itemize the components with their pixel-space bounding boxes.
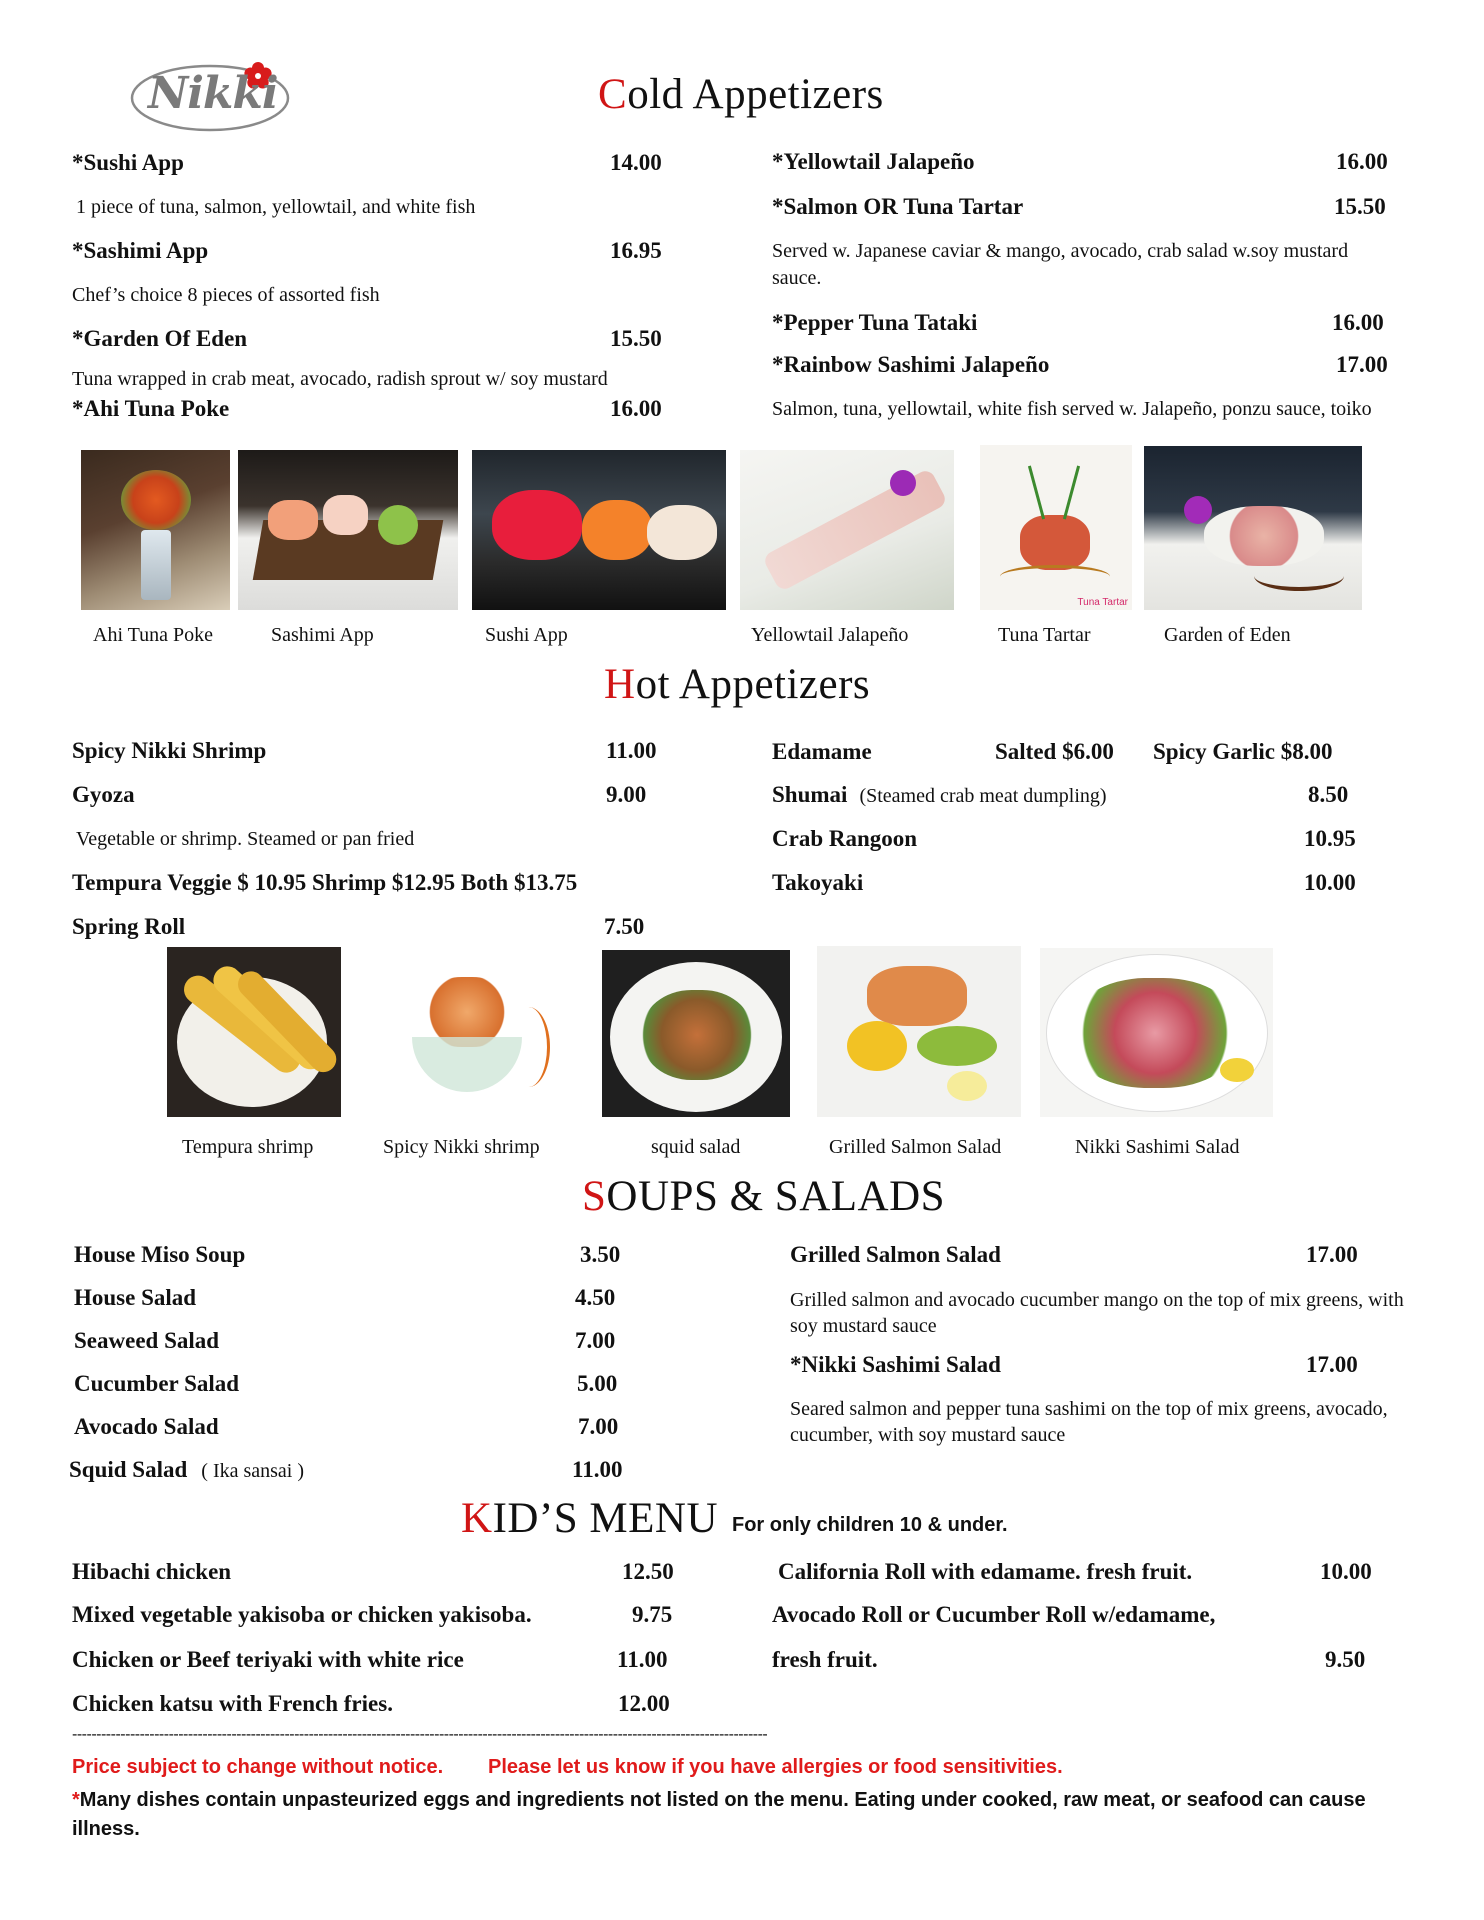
desc-sashimi-app: Chef’s choice 8 pieces of assorted fish <box>72 284 380 306</box>
price-takoyaki: 10.00 <box>1304 870 1356 895</box>
item-garden-of-eden: *Garden Of Eden <box>72 326 248 351</box>
item-sushi-app: *Sushi App <box>72 150 184 175</box>
desc-salmon-tuna-tartar: Served w. Japanese caviar & mango, avocado, crab salad w.soy mustard sauce. <box>772 240 1349 289</box>
price-yakisoba: 9.75 <box>632 1602 673 1627</box>
item-rainbow-sashimi-jalapeno: *Rainbow Sashimi Jalapeño <box>772 352 1050 377</box>
item-chicken-katsu: Chicken katsu with French fries. <box>72 1691 393 1716</box>
item-spring-roll: Spring Roll <box>72 914 186 939</box>
caption-yellowtail-jalapeno: Yellowtail Jalapeño <box>751 624 909 646</box>
price-pepper-tuna-tataki: 16.00 <box>1332 310 1384 335</box>
nikki-logo <box>130 60 290 132</box>
price-house-salad: 4.50 <box>575 1285 616 1310</box>
heading-rest: ot Appetizers <box>635 661 871 708</box>
warning-asterisk: * <box>72 1789 80 1811</box>
heading-initial: H <box>604 661 636 708</box>
item-california-roll: California Roll with edamame. fresh fruit. <box>778 1559 1193 1584</box>
item-shumai-line <box>772 782 1107 808</box>
item-avocado-cucumber-roll-line2: fresh fruit. <box>772 1647 878 1672</box>
caption-grilled-salmon-salad: Grilled Salmon Salad <box>829 1136 1002 1158</box>
photo-grilled-salmon-salad <box>817 946 1021 1117</box>
price-avocado-cucumber-roll: 9.50 <box>1325 1647 1366 1672</box>
price-gyoza: 9.00 <box>606 782 647 807</box>
price-california-roll: 10.00 <box>1320 1559 1372 1584</box>
item-avocado-salad: Avocado Salad <box>74 1414 219 1439</box>
item-shumai: Shumai <box>772 782 848 807</box>
heading-initial: C <box>598 71 628 118</box>
item-squid-salad: Squid Salad <box>69 1457 188 1482</box>
price-notice: Price subject to change without notice. <box>72 1756 444 1778</box>
desc-grilled-salmon-salad: Grilled salmon and avocado cucumber mango on the top of mix greens, with soy mustard sauce <box>790 1289 1404 1337</box>
cold-appetizers-heading <box>598 70 884 119</box>
heading-initial: K <box>461 1495 493 1542</box>
warning-text: Many dishes contain unpasteurized eggs and ingredients not listed on the menu. Eating under cooked, raw meat, or seafood can cause illness. <box>72 1789 1366 1840</box>
price-grilled-salmon-salad: 17.00 <box>1306 1242 1358 1267</box>
note-shumai: (Steamed crab meat dumpling) <box>859 785 1107 807</box>
item-cucumber-salad: Cucumber Salad <box>74 1371 240 1396</box>
photo-sushi-app <box>472 450 726 610</box>
item-teriyaki: Chicken or Beef teriyaki with white rice <box>72 1647 464 1672</box>
caption-garden-of-eden: Garden of Eden <box>1164 624 1291 646</box>
price-sushi-app: 14.00 <box>610 150 662 175</box>
desc-rainbow-sashimi-jalapeno: Salmon, tuna, yellowtail, white fish served w. Jalapeño, ponzu sauce, toiko <box>772 398 1372 420</box>
price-avocado-salad: 7.00 <box>578 1414 619 1439</box>
price-sashimi-app: 16.95 <box>610 238 662 263</box>
item-hibachi-chicken: Hibachi chicken <box>72 1559 232 1584</box>
item-avocado-cucumber-roll: Avocado Roll or Cucumber Roll w/edamame, <box>772 1602 1216 1627</box>
item-tempura: Tempura Veggie $ 10.95 Shrimp $12.95 Both $13.75 <box>72 870 578 895</box>
item-edamame: Edamame <box>772 739 872 764</box>
item-seaweed-salad: Seaweed Salad <box>74 1328 220 1353</box>
price-seaweed-salad: 7.00 <box>575 1328 616 1353</box>
price-spicy-nikki-shrimp: 11.00 <box>606 738 657 763</box>
item-squid-salad-line <box>69 1457 304 1483</box>
photo-spicy-nikki-shrimp <box>367 947 575 1117</box>
logo-text: Nikki <box>148 68 278 119</box>
heading-initial: S <box>582 1173 607 1220</box>
caption-sushi-app: Sushi App <box>485 624 568 646</box>
item-yakisoba: Mixed vegetable yakisoba or chicken yakisoba. <box>72 1602 532 1627</box>
hot-appetizers-heading <box>604 660 870 709</box>
soups-salads-heading <box>582 1172 945 1221</box>
photo-tempura-shrimp <box>167 947 341 1117</box>
heading-rest: old Appetizers <box>627 71 884 118</box>
item-sashimi-app: *Sashimi App <box>72 238 209 263</box>
price-garden-of-eden: 15.50 <box>610 326 662 351</box>
photo-ahi-tuna-poke <box>81 450 230 610</box>
item-salmon-tuna-tartar: *Salmon OR Tuna Tartar <box>772 194 1024 219</box>
note-squid-salad: ( Ika sansai ) <box>201 1460 305 1482</box>
kids-menu-subtitle: For only children 10 & under. <box>732 1514 1008 1536</box>
price-teriyaki: 11.00 <box>617 1647 668 1672</box>
item-house-miso-soup: House Miso Soup <box>74 1242 246 1267</box>
price-spring-roll: 7.50 <box>604 914 645 939</box>
photo-yellowtail-jalapeno <box>740 450 954 610</box>
caption-squid-salad: squid salad <box>651 1136 741 1158</box>
price-shumai: 8.50 <box>1308 782 1349 807</box>
footer-divider: ------------------------------------------------------------------------------------------------------------------------------------------------ <box>72 1726 768 1743</box>
photo-label-tuna-tartar: Tuna Tartar <box>1077 597 1128 608</box>
price-salmon-tuna-tartar: 15.50 <box>1334 194 1386 219</box>
caption-spicy-nikki-shrimp: Spicy Nikki shrimp <box>383 1136 540 1158</box>
price-edamame-salted: Salted $6.00 <box>995 739 1114 764</box>
price-house-miso-soup: 3.50 <box>580 1242 621 1267</box>
caption-tempura-shrimp: Tempura shrimp <box>182 1136 314 1158</box>
photo-nikki-sashimi-salad <box>1040 948 1273 1117</box>
item-ahi-tuna-poke: *Ahi Tuna Poke <box>72 396 230 421</box>
desc-nikki-sashimi-salad: Seared salmon and pepper tuna sashimi on the top of mix greens, avocado, cucumber, with soy mustard sauce <box>790 1398 1388 1446</box>
caption-ahi-tuna-poke: Ahi Tuna Poke <box>93 624 214 646</box>
photo-squid-salad <box>602 950 790 1117</box>
item-gyoza: Gyoza <box>72 782 135 807</box>
price-yellowtail-jalapeno: 16.00 <box>1336 149 1388 174</box>
price-rainbow-sashimi-jalapeno: 17.00 <box>1336 352 1388 377</box>
photo-tuna-tartar <box>980 445 1132 610</box>
caption-sashimi-app: Sashimi App <box>271 624 374 646</box>
item-takoyaki: Takoyaki <box>772 870 864 895</box>
item-house-salad: House Salad <box>74 1285 197 1310</box>
item-nikki-sashimi-salad: *Nikki Sashimi Salad <box>790 1352 1001 1377</box>
price-squid-salad: 11.00 <box>572 1457 623 1482</box>
price-ahi-tuna-poke: 16.00 <box>610 396 662 421</box>
item-crab-rangoon: Crab Rangoon <box>772 826 918 851</box>
item-pepper-tuna-tataki: *Pepper Tuna Tataki <box>772 310 978 335</box>
price-chicken-katsu: 12.00 <box>618 1691 670 1716</box>
desc-gyoza: Vegetable or shrimp. Steamed or pan fried <box>76 828 415 850</box>
item-grilled-salmon-salad: Grilled Salmon Salad <box>790 1242 1001 1267</box>
heading-rest: ID’S MENU <box>492 1495 719 1542</box>
allergy-notice: Please let us know if you have allergies or food sensitivities. <box>488 1756 1063 1778</box>
desc-sushi-app: 1 piece of tuna, salmon, yellowtail, and white fish <box>76 196 476 218</box>
item-yellowtail-jalapeno: *Yellowtail Jalapeño <box>772 149 975 174</box>
caption-nikki-sashimi-salad: Nikki Sashimi Salad <box>1075 1136 1240 1158</box>
desc-garden-of-eden: Tuna wrapped in crab meat, avocado, radish sprout w/ soy mustard <box>72 368 608 390</box>
heading-rest: OUPS & SALADS <box>606 1173 946 1220</box>
price-nikki-sashimi-salad: 17.00 <box>1306 1352 1358 1377</box>
price-edamame-spicy-garlic: Spicy Garlic $8.00 <box>1153 739 1333 764</box>
food-safety-warning <box>72 1786 1412 1844</box>
price-hibachi-chicken: 12.50 <box>622 1559 674 1584</box>
kids-menu-heading <box>461 1494 718 1543</box>
caption-tuna-tartar: Tuna Tartar <box>998 624 1091 646</box>
price-cucumber-salad: 5.00 <box>577 1371 618 1396</box>
photo-sashimi-app <box>238 450 458 610</box>
item-spicy-nikki-shrimp: Spicy Nikki Shrimp <box>72 738 267 763</box>
photo-garden-of-eden <box>1144 446 1362 610</box>
price-crab-rangoon: 10.95 <box>1304 826 1356 851</box>
